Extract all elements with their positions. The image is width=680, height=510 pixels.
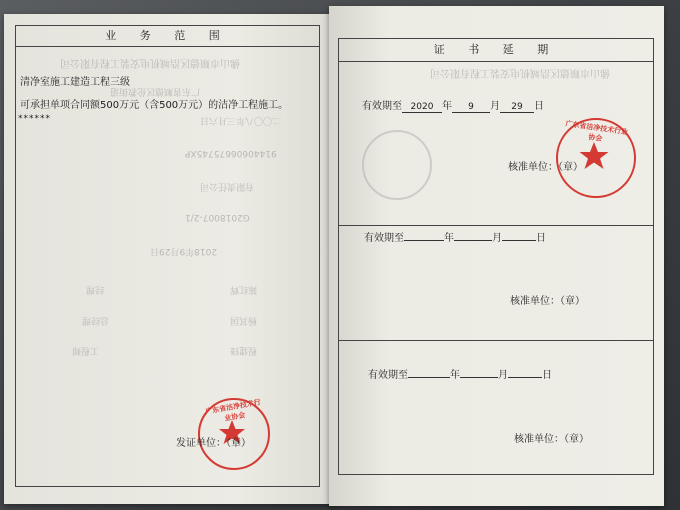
extension-2-month	[454, 240, 492, 241]
extension-3-month-unit: 月	[498, 370, 508, 381]
faded-seal-impression	[362, 130, 432, 200]
business-scope-header: 业 务 范 围	[16, 26, 319, 47]
extension-2-year	[404, 240, 444, 241]
faded-credit-code: 91440606675745XP	[185, 148, 277, 158]
extension-1-month: 9	[452, 102, 490, 113]
extension-2-day	[502, 240, 536, 241]
extension-1-label: 有效期至	[362, 101, 402, 112]
approval-seal	[556, 118, 636, 198]
extension-2-month-unit: 月	[492, 233, 502, 244]
extension-3-label: 有效期至	[368, 370, 408, 381]
extension-1-day-unit: 日	[534, 101, 544, 112]
faded-company-name: 佛山市顺德区浩城机电安装工程有限公司	[60, 57, 240, 68]
extension-2-approval: 核准单位：（章）	[510, 296, 585, 307]
issuer-signature: 发证单位：（章）	[176, 438, 251, 449]
extension-3-approval: 核准单位：（章）	[514, 434, 589, 445]
scope-line-2: 可承担单项合同额500万元（含500万元）的洁净工程施工。	[20, 100, 289, 111]
faded-company-type: 有限责任公司	[200, 181, 255, 191]
extension-2-date	[364, 229, 546, 244]
extension-3-year-unit: 年	[450, 370, 460, 381]
extension-3-month	[460, 377, 498, 378]
extension-1-month-unit: 月	[490, 101, 500, 112]
faded-cert-number: G2018007-2/1	[185, 212, 250, 222]
extension-1-date	[362, 97, 544, 113]
extension-1-approval: 核准单位：（章）	[508, 162, 583, 173]
faded-date-established: 二〇〇八年三月六日	[200, 115, 282, 125]
extension-1-year: 2020	[402, 102, 442, 113]
faded-title-3: 工程师	[72, 345, 100, 355]
extension-3-day-unit: 日	[542, 370, 552, 381]
faded-person-1: 陈红辉	[230, 284, 258, 294]
faded-address: 广东省顺德区伦教街道	[110, 86, 201, 96]
extension-2-label: 有效期至	[364, 233, 404, 244]
seal-text-right: 广东省洁净技术行业协会	[564, 119, 629, 143]
faded-title-2: 总经理	[82, 315, 110, 325]
faded-person-3: 程建锋	[230, 345, 258, 355]
scope-line-1: 清净室施工建造工程三级	[20, 77, 130, 88]
extension-3-year	[408, 377, 450, 378]
faded-person-2: 杨其国	[230, 315, 258, 325]
faded-company-name-right: 佛山市顺德区浩城机电安装工程有限公司	[430, 67, 610, 78]
scope-asterisks: ******	[18, 114, 51, 124]
extension-1-day: 29	[500, 102, 534, 113]
extension-1-year-unit: 年	[442, 101, 452, 112]
extension-2-year-unit: 年	[444, 233, 454, 244]
extension-3-date	[368, 366, 552, 381]
faded-title-1: 经理	[86, 284, 105, 294]
extension-header: 证 书 延 期	[339, 39, 653, 62]
extension-2-day-unit: 日	[536, 233, 546, 244]
seal-text: 广东省洁净技术行业协会	[204, 398, 262, 423]
faded-issue-date: 2018年9月29日	[150, 246, 218, 256]
extension-3-day	[508, 377, 542, 378]
